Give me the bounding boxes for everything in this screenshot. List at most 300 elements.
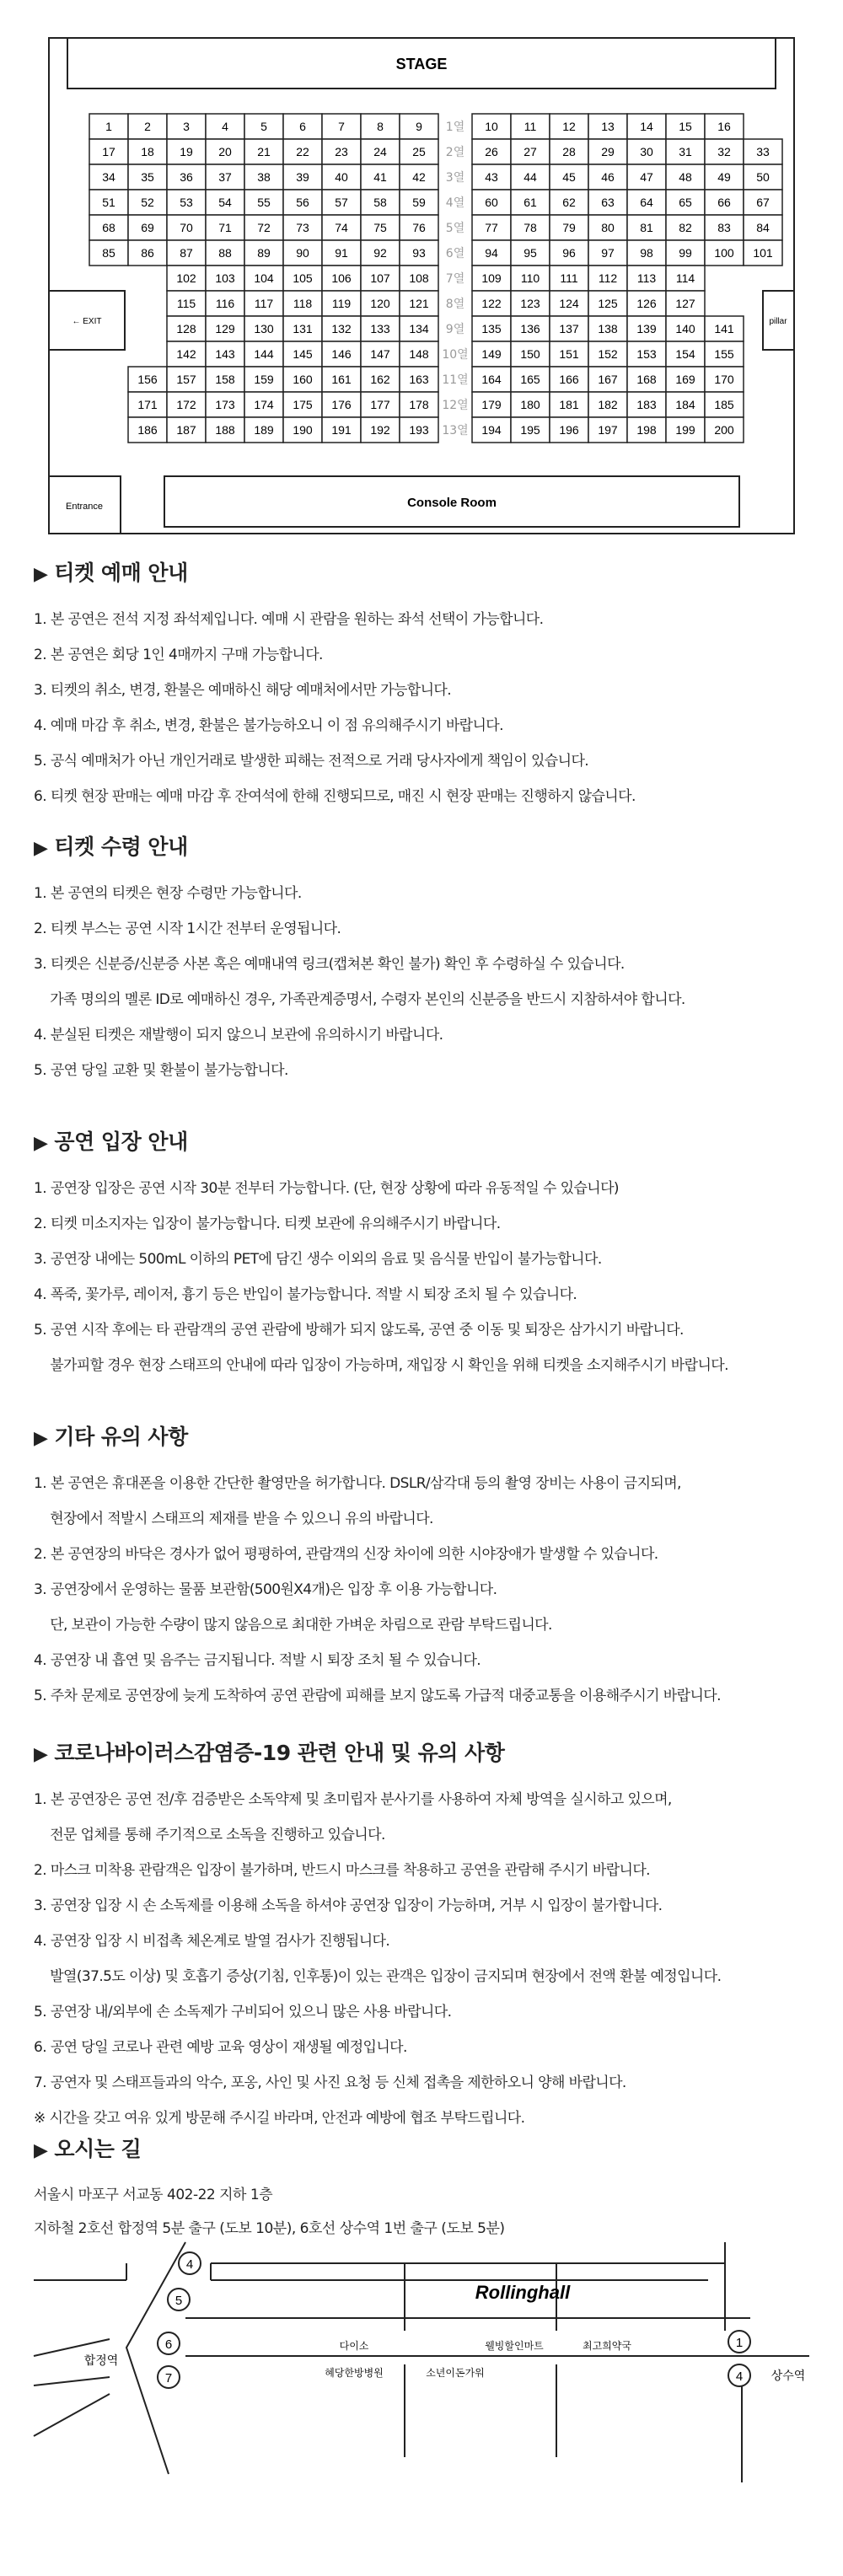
seat-number: 125 bbox=[598, 297, 618, 310]
seat-number: 93 bbox=[412, 246, 426, 260]
seat-number: 103 bbox=[215, 271, 235, 285]
notice-item: 3. 공연장에서 운영하는 물품 보관함(500원X4개)은 입장 후 이용 가능합니다. bbox=[34, 1581, 497, 1598]
notice-item: 3. 공연장 내에는 500mL 이하의 PET에 담긴 생수 이외의 음료 및 음식물 반입이 불가능합니다. bbox=[34, 1251, 602, 1268]
seating-chart-svg bbox=[0, 0, 843, 539]
seat-number: 120 bbox=[370, 297, 390, 310]
seat-number: 89 bbox=[257, 246, 271, 260]
seat-number: 152 bbox=[598, 347, 618, 361]
notice-item: 6. 공연 당일 코로나 관련 예방 교육 영상이 재생될 예정입니다. bbox=[34, 2039, 407, 2056]
daiso-label: 다이소 bbox=[339, 2340, 369, 2352]
seat-number: 68 bbox=[102, 221, 115, 234]
seat-number: 54 bbox=[218, 196, 232, 209]
triangle-bullet-icon: ▶ bbox=[34, 1428, 48, 1449]
seat-number: 99 bbox=[679, 246, 692, 260]
seat-number: 108 bbox=[409, 271, 429, 285]
seat-number: 7 bbox=[338, 120, 345, 133]
seat-number: 44 bbox=[524, 170, 537, 184]
seat-number: 73 bbox=[296, 221, 309, 234]
seat-number: 45 bbox=[562, 170, 576, 184]
exit-number: 7 bbox=[164, 2371, 173, 2385]
seat-number: 57 bbox=[335, 196, 348, 209]
seat-number: 60 bbox=[485, 196, 498, 209]
seat-number: 96 bbox=[562, 246, 576, 260]
seat-number: 175 bbox=[293, 398, 313, 411]
seat-number: 195 bbox=[520, 423, 540, 437]
seat-number: 61 bbox=[524, 196, 537, 209]
seat-number: 134 bbox=[409, 322, 429, 335]
seat-number: 191 bbox=[331, 423, 352, 437]
seat-number: 42 bbox=[412, 170, 426, 184]
seat-number: 29 bbox=[601, 145, 615, 158]
seat-number: 16 bbox=[717, 120, 731, 133]
seat-number: 165 bbox=[520, 373, 540, 386]
seat-number: 109 bbox=[481, 271, 502, 285]
notice-item: 발열(37.5도 이상) 및 호흡기 증상(기침, 인후통)이 있는 관객은 입장이 금지되며 현장에서 전액 환불 예정입니다. bbox=[34, 1968, 722, 1985]
seat-number: 37 bbox=[218, 170, 232, 184]
seat-number: 124 bbox=[559, 297, 579, 310]
notice-item: 4. 공연장 입장 시 비접촉 체온계로 발열 검사가 진행됩니다. bbox=[34, 1933, 390, 1950]
seat-number: 77 bbox=[485, 221, 498, 234]
seat-number: 193 bbox=[409, 423, 429, 437]
pharmacy-label: 최고희약국 bbox=[583, 2340, 631, 2352]
notice-item: 불가피할 경우 현장 스태프의 안내에 따라 입장이 가능하며, 재입장 시 확인을 위해 티켓을 소지해주시기 바랍니다. bbox=[34, 1357, 728, 1374]
seat-number: 20 bbox=[218, 145, 232, 158]
road-line bbox=[34, 2263, 126, 2280]
notice-item: 4. 공연장 내 흡연 및 음주는 금지됩니다. 적발 시 퇴장 조치 될 수 있습니다. bbox=[34, 1652, 481, 1669]
seat-number: 167 bbox=[598, 373, 618, 386]
seat-number: 97 bbox=[601, 246, 615, 260]
seat-number: 106 bbox=[331, 271, 352, 285]
hospital-label: 혜당한방병원 bbox=[325, 2367, 384, 2379]
seat-number: 36 bbox=[180, 170, 193, 184]
seat-number: 145 bbox=[293, 347, 313, 361]
restaurant-label: 소년이돈가워 bbox=[426, 2367, 485, 2379]
notice-item: 5. 공연 당일 교환 및 환불이 불가능합니다. bbox=[34, 1062, 288, 1079]
seat-number: 85 bbox=[102, 246, 115, 260]
seat-number: 3 bbox=[183, 120, 190, 133]
seat-number: 24 bbox=[373, 145, 387, 158]
seat-number: 14 bbox=[640, 120, 653, 133]
seat-number: 6 bbox=[299, 120, 306, 133]
seat-number: 81 bbox=[640, 221, 653, 234]
seat-number: 92 bbox=[373, 246, 387, 260]
section-title-text: 기타 유의 사항 bbox=[54, 1425, 188, 1449]
seat-number: 31 bbox=[679, 145, 692, 158]
pillar-label: pillar bbox=[769, 317, 787, 326]
row-label: 5열 bbox=[445, 222, 465, 235]
triangle-bullet-icon: ▶ bbox=[34, 2140, 48, 2161]
seat-number: 18 bbox=[141, 145, 154, 158]
seat-number: 25 bbox=[412, 145, 426, 158]
seat-number: 178 bbox=[409, 398, 429, 411]
section-title bbox=[34, 1736, 818, 1767]
directions-title bbox=[34, 2133, 818, 2163]
seat-number: 84 bbox=[756, 221, 770, 234]
seat-number: 19 bbox=[180, 145, 193, 158]
row-label: 8열 bbox=[445, 298, 465, 311]
seat-number: 176 bbox=[331, 398, 352, 411]
notice-item: 5. 공식 예매처가 아닌 개인거래로 발생한 피해는 전적으로 거래 당사자에게 책임이 있습니다. bbox=[34, 753, 589, 770]
seat-number: 184 bbox=[675, 398, 695, 411]
exit-label: ← EXIT bbox=[72, 317, 102, 326]
row-label: 1열 bbox=[445, 121, 465, 134]
seat-number: 79 bbox=[562, 221, 576, 234]
seat-number: 129 bbox=[215, 322, 235, 335]
section-title bbox=[34, 1420, 818, 1451]
seat-number: 187 bbox=[176, 423, 196, 437]
seat-number: 105 bbox=[293, 271, 313, 285]
seat-number: 110 bbox=[520, 271, 540, 285]
seat-number: 147 bbox=[370, 347, 390, 361]
seat-number: 199 bbox=[675, 423, 695, 437]
seat-number: 41 bbox=[373, 170, 387, 184]
notice-item: 6. 티켓 현장 판매는 예매 마감 후 잔여석에 한해 진행되므로, 매진 시 현장 판매는 진행하지 않습니다. bbox=[34, 788, 636, 805]
subway-text: 지하철 2호선 합정역 5분 출구 (도보 10분), 6호선 상수역 1번 출구 (도보 5분) bbox=[34, 2220, 505, 2237]
notice-section bbox=[34, 1736, 818, 2136]
section-title bbox=[34, 830, 818, 861]
seat-number: 50 bbox=[756, 170, 770, 184]
seat-number: 127 bbox=[675, 297, 695, 310]
seat-number: 122 bbox=[481, 297, 502, 310]
seat-number: 156 bbox=[137, 373, 158, 386]
notice-section bbox=[34, 1125, 818, 1383]
seat-number: 17 bbox=[102, 145, 115, 158]
seat-number: 66 bbox=[717, 196, 731, 209]
seat-number: 72 bbox=[257, 221, 271, 234]
row-label: 6열 bbox=[445, 247, 465, 260]
notice-item: ※ 시간을 갖고 여유 있게 방문해 주시길 바라며, 안전과 예방에 협조 부탁드립니다. bbox=[34, 2110, 525, 2127]
location-map-svg bbox=[0, 2230, 843, 2508]
notice-item: 현장에서 적발시 스태프의 제재를 받을 수 있으니 유의 바랍니다. bbox=[34, 1511, 433, 1527]
seat-number: 90 bbox=[296, 246, 309, 260]
seat-number: 161 bbox=[331, 373, 352, 386]
seat-number: 177 bbox=[370, 398, 390, 411]
seat-number: 169 bbox=[675, 373, 695, 386]
notice-item: 전문 업체를 통해 주기적으로 소독을 진행하고 있습니다. bbox=[34, 1827, 385, 1843]
seat-number: 198 bbox=[636, 423, 657, 437]
seat-number: 197 bbox=[598, 423, 618, 437]
seat-number: 47 bbox=[640, 170, 653, 184]
seat-number: 65 bbox=[679, 196, 692, 209]
stage-label: STAGE bbox=[395, 56, 448, 72]
seat-number: 34 bbox=[102, 170, 115, 184]
seat-number: 2 bbox=[144, 120, 151, 133]
section-title-text: 공연 입장 안내 bbox=[54, 1130, 188, 1154]
seat-number: 78 bbox=[524, 221, 537, 234]
seat-number: 185 bbox=[714, 398, 734, 411]
notice-section bbox=[34, 556, 818, 814]
seat-number: 174 bbox=[254, 398, 274, 411]
seat-number: 101 bbox=[753, 246, 773, 260]
seat-number: 114 bbox=[675, 271, 695, 285]
seat-number: 190 bbox=[293, 423, 313, 437]
seat-number: 180 bbox=[520, 398, 540, 411]
seat-number: 98 bbox=[640, 246, 653, 260]
notice-item: 4. 폭죽, 꽃가루, 레이저, 흉기 등은 반입이 불가능합니다. 적발 시 퇴장 조치 될 수 있습니다. bbox=[34, 1286, 577, 1303]
seat-number: 189 bbox=[254, 423, 274, 437]
console-room-label: Console Room bbox=[407, 496, 497, 510]
seat-number: 52 bbox=[141, 196, 154, 209]
seat-number: 182 bbox=[598, 398, 618, 411]
seat-number: 179 bbox=[481, 398, 502, 411]
seat-number: 95 bbox=[524, 246, 537, 260]
row-label: 2열 bbox=[445, 146, 465, 159]
seat-number: 86 bbox=[141, 246, 154, 260]
seat-number: 166 bbox=[559, 373, 579, 386]
seat-number: 121 bbox=[409, 297, 429, 310]
seat-number: 194 bbox=[481, 423, 502, 437]
location-map bbox=[0, 2230, 843, 2508]
exit-number: 4 bbox=[185, 2257, 194, 2272]
seat-number: 10 bbox=[485, 120, 498, 133]
seat-number: 139 bbox=[636, 322, 657, 335]
seat-number: 136 bbox=[520, 322, 540, 335]
notice-item: 5. 주차 문제로 공연장에 늦게 도착하여 공연 관람에 피해를 보지 않도록 가급적 대중교통을 이용해주시기 바랍니다. bbox=[34, 1688, 721, 1704]
seat-number: 63 bbox=[601, 196, 615, 209]
notice-item: 2. 티켓 미소지자는 입장이 불가능합니다. 티켓 보관에 유의해주시기 바랍니다. bbox=[34, 1216, 501, 1232]
seat-number: 159 bbox=[254, 373, 274, 386]
exit-number: 5 bbox=[175, 2294, 183, 2308]
section-title-text: 코로나바이러스감염증-19 관련 안내 및 유의 사항 bbox=[54, 1741, 505, 1765]
seat-number: 107 bbox=[370, 271, 390, 285]
seat-number: 138 bbox=[598, 322, 618, 335]
seat-number: 55 bbox=[257, 196, 271, 209]
seat-number: 160 bbox=[293, 373, 313, 386]
seat-number: 9 bbox=[416, 120, 422, 133]
seat-number: 164 bbox=[481, 373, 502, 386]
seat-number: 151 bbox=[559, 347, 579, 361]
seat-number: 173 bbox=[215, 398, 235, 411]
seating-chart bbox=[0, 0, 843, 539]
seat-number: 163 bbox=[409, 373, 429, 386]
notice-item: 3. 공연장 입장 시 손 소독제를 이용해 소독을 하셔야 공연장 입장이 가능하며, 거부 시 입장이 불가합니다. bbox=[34, 1897, 663, 1914]
seat-number: 186 bbox=[137, 423, 158, 437]
seat-number: 46 bbox=[601, 170, 615, 184]
notice-item: 5. 공연장 내/외부에 손 소독제가 구비되어 있으니 많은 사용 바랍니다. bbox=[34, 2004, 452, 2021]
seat-number: 12 bbox=[562, 120, 576, 133]
seat-number: 88 bbox=[218, 246, 232, 260]
seat-number: 172 bbox=[176, 398, 196, 411]
seat-number: 142 bbox=[176, 347, 196, 361]
seat-number: 137 bbox=[559, 322, 579, 335]
seat-number: 146 bbox=[331, 347, 352, 361]
seat-number: 21 bbox=[257, 145, 271, 158]
row-label: 9열 bbox=[445, 323, 465, 336]
sangsu-station-label: 상수역 bbox=[771, 2369, 806, 2382]
seat-number: 35 bbox=[141, 170, 154, 184]
seat-number: 200 bbox=[714, 423, 734, 437]
seat-number: 58 bbox=[373, 196, 387, 209]
row-label: 4열 bbox=[445, 196, 465, 210]
seat-number: 140 bbox=[675, 322, 695, 335]
notice-item: 5. 공연 시작 후에는 타 관람객의 공연 관람에 방해가 되지 않도록, 공연 중 이동 및 퇴장은 삼가시기 바랍니다. bbox=[34, 1322, 684, 1339]
address-text: 서울시 마포구 서교동 402-22 지하 1층 bbox=[34, 2187, 273, 2203]
directions-title-text: 오시는 길 bbox=[54, 2137, 142, 2161]
seat-number: 183 bbox=[636, 398, 657, 411]
notice-section bbox=[34, 830, 818, 1088]
seat-number: 100 bbox=[714, 246, 734, 260]
triangle-bullet-icon: ▶ bbox=[34, 838, 48, 859]
seat-number: 11 bbox=[524, 120, 537, 133]
exit-number: 4 bbox=[735, 2369, 744, 2384]
seat-number: 157 bbox=[176, 373, 196, 386]
seat-number: 23 bbox=[335, 145, 348, 158]
seat-number: 38 bbox=[257, 170, 271, 184]
row-label: 3열 bbox=[445, 171, 465, 185]
seat-number: 80 bbox=[601, 221, 615, 234]
seat-number: 27 bbox=[524, 145, 537, 158]
seat-number: 148 bbox=[409, 347, 429, 361]
seat-number: 43 bbox=[485, 170, 498, 184]
notice-item: 1. 본 공연은 휴대폰을 이용한 간단한 촬영만을 허가합니다. DSLR/삼각대 등의 촬영 장비는 사용이 금지되며, bbox=[34, 1475, 681, 1492]
seat-number: 49 bbox=[717, 170, 731, 184]
seat-number: 70 bbox=[180, 221, 193, 234]
hapjeong-station-label: 합정역 bbox=[83, 2353, 119, 2367]
triangle-bullet-icon: ▶ bbox=[34, 1744, 48, 1765]
seat-number: 83 bbox=[717, 221, 731, 234]
seat-number: 67 bbox=[756, 196, 770, 209]
seat-number: 158 bbox=[215, 373, 235, 386]
notice-item: 단, 보관이 가능한 수량이 많지 않음으로 최대한 가벼운 차림으로 관람 부탁드립니다. bbox=[34, 1617, 552, 1634]
seat-number: 48 bbox=[679, 170, 692, 184]
seat-number: 143 bbox=[215, 347, 235, 361]
seat-number: 82 bbox=[679, 221, 692, 234]
seat-number: 102 bbox=[176, 271, 196, 285]
seat-number: 162 bbox=[370, 373, 390, 386]
entrance-label: Entrance bbox=[65, 502, 104, 512]
seat-number: 150 bbox=[520, 347, 540, 361]
seat-number: 132 bbox=[331, 322, 352, 335]
directions-section bbox=[34, 2133, 818, 2246]
seat-number: 75 bbox=[373, 221, 387, 234]
row-label: 13열 bbox=[442, 424, 469, 437]
notice-item: 1. 본 공연의 티켓은 현장 수령만 가능합니다. bbox=[34, 885, 302, 902]
seat-number: 141 bbox=[714, 322, 734, 335]
road-line bbox=[34, 2377, 110, 2385]
seat-number: 144 bbox=[254, 347, 274, 361]
notice-item: 3. 티켓의 취소, 변경, 환불은 예매하신 해당 예매처에서만 가능합니다. bbox=[34, 682, 452, 699]
seat-number: 126 bbox=[636, 297, 657, 310]
seat-number: 123 bbox=[520, 297, 540, 310]
seat-number: 170 bbox=[714, 373, 734, 386]
seat-number: 40 bbox=[335, 170, 348, 184]
seat-number: 71 bbox=[218, 221, 232, 234]
seat-number: 149 bbox=[481, 347, 502, 361]
seat-number: 91 bbox=[335, 246, 348, 260]
seat-number: 117 bbox=[254, 297, 274, 310]
notice-item: 4. 분실된 티켓은 재발행이 되지 않으니 보관에 유의하시기 바랍니다. bbox=[34, 1027, 443, 1044]
seat-number: 131 bbox=[293, 322, 313, 335]
notice-item: 1. 본 공연장은 공연 전/후 검증받은 소독약제 및 초미립자 분사기를 사용하여 자체 방역을 실시하고 있으며, bbox=[34, 1791, 672, 1808]
seat-number: 112 bbox=[598, 271, 618, 285]
notice-item: 7. 공연자 및 스태프들과의 악수, 포옹, 사인 및 사진 요청 등 신체 접촉을 제한하오니 양해 바랍니다. bbox=[34, 2074, 626, 2091]
road-line bbox=[126, 2242, 185, 2474]
seat-number: 94 bbox=[485, 246, 498, 260]
seat-number: 118 bbox=[293, 297, 313, 310]
seat-number: 53 bbox=[180, 196, 193, 209]
welbing-mart-label: 웰빙할인마트 bbox=[485, 2340, 544, 2352]
seat-number: 115 bbox=[176, 297, 196, 310]
seat-number: 69 bbox=[141, 221, 154, 234]
seat-number: 74 bbox=[335, 221, 348, 234]
road-line bbox=[34, 2394, 110, 2436]
section-title-text: 티켓 예매 안내 bbox=[54, 561, 188, 585]
seat-number: 153 bbox=[636, 347, 657, 361]
seat-number: 22 bbox=[296, 145, 309, 158]
seat-number: 15 bbox=[679, 120, 692, 133]
seat-number: 133 bbox=[370, 322, 390, 335]
triangle-bullet-icon: ▶ bbox=[34, 1133, 48, 1154]
notice-item: 2. 마스크 미착용 관람객은 입장이 불가하며, 반드시 마스크를 착용하고 공연을 관람해 주시기 바랍니다. bbox=[34, 1862, 650, 1879]
seat-number: 168 bbox=[636, 373, 657, 386]
seat-number: 188 bbox=[215, 423, 235, 437]
seat-number: 51 bbox=[102, 196, 115, 209]
seat-number: 171 bbox=[137, 398, 158, 411]
notice-section bbox=[34, 1420, 818, 1714]
seat-number: 192 bbox=[370, 423, 390, 437]
seat-number: 64 bbox=[640, 196, 653, 209]
seat-number: 4 bbox=[222, 120, 228, 133]
row-label: 12열 bbox=[442, 399, 469, 412]
seat-number: 128 bbox=[176, 322, 196, 335]
seat-number: 154 bbox=[675, 347, 695, 361]
notice-item: 가족 명의의 멜론 ID로 예매하신 경우, 가족관계증명서, 수령자 본인의 신분증을 반드시 지참하셔야 합니다. bbox=[34, 991, 685, 1008]
seat-number: 56 bbox=[296, 196, 309, 209]
seat-number: 5 bbox=[260, 120, 267, 133]
triangle-bullet-icon: ▶ bbox=[34, 564, 48, 585]
seat-number: 39 bbox=[296, 170, 309, 184]
seat-number: 26 bbox=[485, 145, 498, 158]
seat-number: 59 bbox=[412, 196, 426, 209]
row-label: 7열 bbox=[445, 272, 465, 286]
seat-number: 30 bbox=[640, 145, 653, 158]
road-line bbox=[725, 2242, 742, 2482]
road-line bbox=[211, 2263, 725, 2280]
section-title bbox=[34, 1125, 818, 1156]
notice-item: 1. 공연장 입장은 공연 시작 30분 전부터 가능합니다. (단, 현장 상황에 따라 유동적일 수 있습니다) bbox=[34, 1180, 619, 1197]
seat-number: 111 bbox=[560, 271, 578, 285]
seat-number: 119 bbox=[331, 297, 352, 310]
rollinghall-label: Rollinghall bbox=[475, 2282, 571, 2303]
seat-number: 28 bbox=[562, 145, 576, 158]
seat-number: 181 bbox=[559, 398, 579, 411]
seat-number: 116 bbox=[215, 297, 235, 310]
seat-number: 135 bbox=[481, 322, 502, 335]
seat-number: 13 bbox=[601, 120, 615, 133]
seat-number: 8 bbox=[377, 120, 384, 133]
row-label: 10열 bbox=[442, 348, 469, 362]
notice-item: 1. 본 공연은 전석 지정 좌석제입니다. 예매 시 관람을 원하는 좌석 선택이 가능합니다. bbox=[34, 611, 544, 628]
seat-number: 104 bbox=[254, 271, 274, 285]
seat-number: 155 bbox=[714, 347, 734, 361]
notice-item: 2. 본 공연장의 바닥은 경사가 없어 평평하여, 관람객의 신장 차이에 의한 시야장애가 발생할 수 있습니다. bbox=[34, 1546, 658, 1563]
notice-item: 2. 티켓 부스는 공연 시작 1시간 전부터 운영됩니다. bbox=[34, 920, 341, 937]
seat-number: 113 bbox=[636, 271, 657, 285]
row-label: 11열 bbox=[442, 373, 469, 387]
notice-item: 4. 예매 마감 후 취소, 변경, 환불은 불가능하오니 이 점 유의해주시기 바랍니다. bbox=[34, 717, 503, 734]
exit-number: 6 bbox=[164, 2337, 173, 2352]
seat-number: 33 bbox=[756, 145, 770, 158]
exit-number: 1 bbox=[735, 2336, 744, 2350]
seat-number: 62 bbox=[562, 196, 576, 209]
seat-number: 196 bbox=[559, 423, 579, 437]
seat-number: 1 bbox=[105, 120, 112, 133]
seat-number: 130 bbox=[254, 322, 274, 335]
notice-item: 3. 티켓은 신분증/신분증 사본 혹은 예매내역 링크(캡쳐본 확인 불가) 확인 후 수령하실 수 있습니다. bbox=[34, 956, 625, 973]
notice-item: 2. 본 공연은 회당 1인 4매까지 구매 가능합니다. bbox=[34, 647, 323, 663]
seat-number: 76 bbox=[412, 221, 426, 234]
seat-number: 87 bbox=[180, 246, 193, 260]
